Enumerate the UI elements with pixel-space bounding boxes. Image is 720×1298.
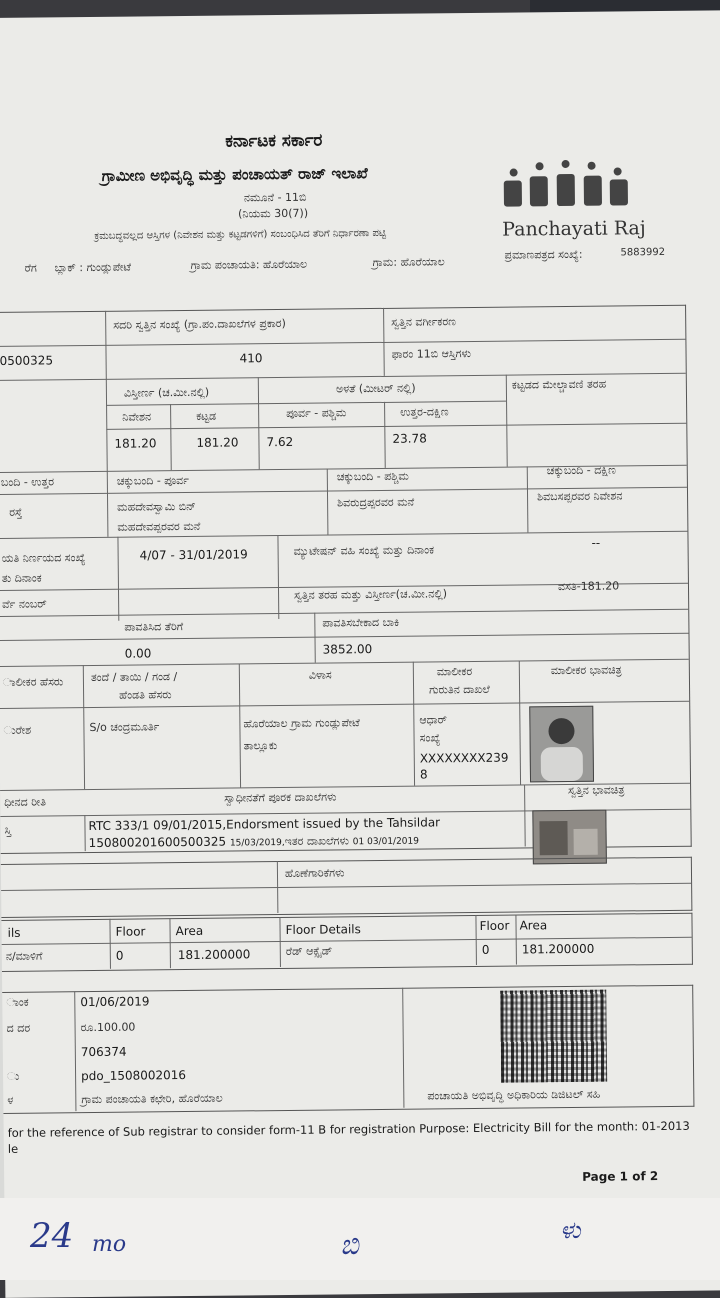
tax-paid: 0.00 (124, 646, 152, 661)
department-title: ಗ್ರಾಮೀಣ ಅಭಿವೃದ್ಧಿ ಮತ್ತು ಪಂಚಾಯತ್ ರಾಜ್ ಇಲಾಖೆ (101, 164, 368, 185)
building-area: 181.20 (196, 435, 239, 450)
qr-code-icon (500, 990, 607, 1083)
govt-title: ಕರ್ನಾಟಕ ಸರ್ಕಾರ (225, 130, 323, 152)
resolution-label-2: ತು ದಿನಾಂಕ (1, 571, 42, 585)
floor-col-area: Area (175, 923, 204, 939)
owner-address-1: ಹೊರೆಯಾಲ ಗ್ರಾಮ ಗುಂಡ್ಲುಪೇಟೆ (243, 716, 360, 731)
aadhaar-number-end: 8 (419, 767, 428, 782)
aadhaar-number: XXXXXXXX239 (419, 750, 509, 766)
roof-type-label: ಕಟ್ಟಡದ ಮೇಲ್ಚಾವಣಿ ತರಹ (511, 377, 607, 392)
building-label: ಕಟ್ಟಡ (196, 409, 217, 423)
other-documents-label: ಇತರ ದಾಖಲೆಗಳು (284, 834, 350, 848)
handwriting-1: 24 (30, 1216, 74, 1256)
office-label: ಳ (7, 1093, 14, 1107)
owner-photo (529, 706, 594, 783)
page-number: Page 1 of 2 (582, 1169, 659, 1184)
registration-note: for the reference of Sub registrar to consider form-11 B for registration Purpose: Electricity Bill for the month: 01-2013 (7, 1118, 690, 1140)
floor-area-1: 181.200000 (177, 947, 251, 963)
site-label: ನಿವೇಶನ (122, 410, 152, 424)
south-boundary-label: ಚಕ್ಕುಬಂದಿ - ದಕ್ಷಿಣ (546, 463, 616, 478)
resolution-label-1: ಯತಿ ನಿರ್ಣಯದ ಸಂಖ್ಯೆ (1, 551, 86, 565)
floor-value-2: 0 (481, 942, 490, 957)
floor-col-area-2: Area (519, 918, 548, 933)
tax-paid-label: ಪಾವತಿಸಿದ ತೆರಿಗೆ (124, 620, 184, 634)
floor-detail-2: ರೆಡ್ ಆಕ್ಸೈಡ್ (285, 944, 333, 958)
address-label: ವಿಳಾಸ (308, 668, 332, 682)
property-photo (532, 810, 607, 865)
handwriting-3: ಬಿ (340, 1228, 359, 1261)
id-label-2: ಗುರುತಿನ ದಾಖಲೆ (428, 682, 490, 697)
documents-line-1: RTC 333/1 09/01/2015,Endorsment issued by the Tahsildar (88, 815, 441, 834)
tax-due: 3852.00 (322, 642, 373, 657)
area-label: ವಿಸ್ತೀರ್ಣ (ಚ.ಮೀ.ನಲ್ಲಿ) (123, 385, 210, 400)
digital-signature-label: ಪಂಚಾಯತಿ ಅಭಿವೃದ್ಧಿ ಅಧಿಕಾರಿಯ ಡಿಜಿಟಲ್ ಸಹಿ (427, 1087, 601, 1103)
certificate-label: ಪ್ರಮಾಣಪತ್ರದ ಸಂಖ್ಯೆ: (504, 247, 583, 262)
property-number: 410 (239, 351, 263, 366)
west-boundary-label: ಚಕ್ಕುಬಂದಿ - ಪಶ್ಚಿಮ (336, 469, 409, 484)
north-boundary: ರಸ್ತೆ (9, 505, 23, 519)
owner-name-label: ಾಲೀಕರ ಹೆಸರು (2, 675, 64, 689)
id-label-1: ಮಾಲೀಕರ (436, 665, 473, 679)
relation-label-2: ಹೆಂಡತಿ ಹೆಸರು (119, 688, 172, 702)
pdo-label: ು (7, 1069, 20, 1083)
office-name: ಗ್ರಾಮ ಪಂಚಾಯತಿ ಕಛೇರಿ, ಹೊರೆಯಾಲ (81, 1091, 223, 1107)
east-west-label: ಪೂರ್ವ - ಪಶ್ಚಿಮ (286, 406, 347, 420)
liabilities-label: ಹೊಣೆಗಾರಿಕೆಗಳು (284, 866, 345, 880)
east-boundary-line1: ಮಹದೇವಸ್ವಾಮಿ ಬಿನ್ (117, 499, 196, 514)
aadhaar-label-2: ಸಂಖ್ಯೆ (419, 731, 441, 745)
pdo-id: pdo_1508002016 (81, 1068, 187, 1084)
classification-value: ಫಾರಂ 11ಬಿ ಆಸ್ತಿಗಳು (391, 347, 472, 361)
gram-panchayat: ಗ್ರಾಮ ಪಂಚಾಯತಿ: ಹೊರೆಯಾಲ (190, 257, 308, 272)
handwritten-notes (0, 1198, 720, 1280)
north-south-label: ಉತ್ತರ-ದಕ್ಷಿಣ (400, 405, 449, 419)
dimensions-label: ಅಳತೆ (ಮೀಟರ್ ನಲ್ಲಿ) (335, 381, 416, 396)
supporting-docs-label: ಸ್ವಾಧೀನತೆಗೆ ಪೂರಕ ದಾಖಲೆಗಳು (224, 790, 337, 805)
property-number-label: ಸದರಿ ಸ್ವತ್ತಿನ ಸಂಖ್ಯೆ (ಗ್ರಾ.ಪಂ.ದಾಖಲೆಗಳ ಪ್ರಕಾರ) (113, 316, 286, 332)
possession-mode: ಸ್ತಿ (4, 823, 12, 837)
property-photo-label: ಸ್ವತ್ತಿನ ಭಾವಚಿತ್ರ (568, 783, 625, 798)
form-number: ನಮೂನೆ - 11ಬಿ (243, 190, 307, 205)
floor-col-floor: Floor (115, 924, 146, 939)
possession-mode-label: ಧೀನದ ರೀತಿ (4, 795, 47, 809)
documents-end: 01 03/01/2019 (352, 836, 420, 848)
site-area: 181.20 (114, 436, 157, 451)
issue-date: 01/06/2019 (80, 994, 150, 1010)
relation-label-1: ತಂದೆ / ತಾಯಿ / ಗಂಡ / (90, 670, 178, 684)
owner-address-2: ತಾಲ್ಲೂಕು (243, 739, 278, 753)
north-boundary-label: ಬಂದಿ - ಉತ್ತರ (0, 475, 55, 489)
resolution-value: 4/07 - 31/01/2019 (139, 547, 248, 563)
property-id: 0500325 (0, 353, 54, 368)
west-boundary: ಶಿವರುದ್ರಪ್ಪರವರ ಮನೆ (337, 495, 415, 510)
floor-row-label: ನ/ಮಾಳಿಗೆ (5, 949, 43, 963)
east-boundary-line2: ಮಹದೇವಪ್ಪರವರ ಮನೆ (117, 519, 201, 534)
aadhaar-label-1: ಆಧಾರ್ (419, 713, 448, 727)
owner-name: ುರೇಶ (3, 723, 32, 737)
floor-area-2: 181.200000 (521, 941, 595, 957)
mutation-value: -- (591, 535, 601, 550)
registration-note-2: le (7, 1141, 19, 1156)
property-type-value: ವಸತಿ-181.20 (557, 579, 620, 594)
date-label: ಾಂಕ (6, 995, 29, 1009)
block-name: ಬ್ಲಾಕ್ : ಗುಂಡ್ಲುಪೇಟೆ (54, 260, 132, 275)
north-south-value: 23.78 (392, 431, 427, 446)
property-type-label: ಸ್ವತ್ತಿನ ತರಹ ಮತ್ತು ವಿಸ್ತೀರ್ಣ(ಚ.ಮೀ.ನಲ್ಲಿ) (293, 587, 448, 602)
east-boundary-label: ಚಕ್ಕುಬಂದಿ - ಪೂರ್ವ (116, 473, 189, 488)
floor-value-1: 0 (115, 948, 124, 963)
classification-label: ಸ್ವತ್ತಿನ ವರ್ಗೀಕರಣ (391, 315, 456, 329)
village-name: ಗ್ರಾಮ: ಹೊರೆಯಾಲ (372, 255, 445, 270)
handwriting-2: mo (92, 1232, 127, 1257)
mutation-label: ಮ್ಯುಟೇಷನ್ ವಹಿ ಸಂಖ್ಯೆ ಮತ್ತು ದಿನಾಂಕ (293, 543, 435, 558)
tax-due-label: ಪಾವತಿಸಬೇಕಾದ ಬಾಕಿ (322, 615, 400, 630)
document-subtitle: ಕ್ರಮಬದ್ಧವಲ್ಲದ ಆಸ್ತಿಗಳ (ನಿವೇಶನ ಮತ್ತು ಕಟ್ಟಡಗಳಿಗೆ) ಸಂಬಂಧಿಸಿದ ತೆರಿಗೆ ನಿರ್ಧಾರಣಾ ಪಟ್ಟಿ (94, 227, 387, 242)
survey-label: ರ್ವೆ ನಂಬರ್ (2, 597, 47, 611)
logo-text: Panchayati Raj (502, 217, 646, 241)
fee-amount: ರೂ.100.00 (80, 1020, 136, 1035)
receipt-number: 706374 (80, 1044, 127, 1060)
document-page (0, 10, 720, 1298)
certificate-number: 5883992 (620, 246, 666, 259)
fee-label: ದ ದರ (6, 1021, 31, 1035)
floor-col-floor-details: Floor Details (285, 922, 361, 937)
documents-date: 15/03/2019, (229, 837, 285, 849)
floor-col-details: ils (7, 925, 21, 940)
owner-photo-label: ಮಾಲೀಕರ ಭಾವಚಿತ್ರ (550, 663, 622, 678)
documents-number: 150800201600500325 (88, 834, 227, 851)
left-edge-text: ರೆಗ (24, 261, 37, 275)
panchayati-raj-logo-icon (500, 157, 631, 218)
rule-number: (ನಿಯಮ 30(7)) (237, 206, 309, 221)
east-west-value: 7.62 (266, 434, 294, 450)
south-boundary: ಶಿವಬಸಪ್ಪರವರ ನಿವೇಶನ (536, 489, 623, 504)
handwriting-4: ಳು (560, 1216, 581, 1244)
floor-col-floor-2: Floor (479, 918, 510, 933)
owner-relation: S/o ಚಂದ್ರಮೂರ್ತಿ (89, 720, 160, 735)
